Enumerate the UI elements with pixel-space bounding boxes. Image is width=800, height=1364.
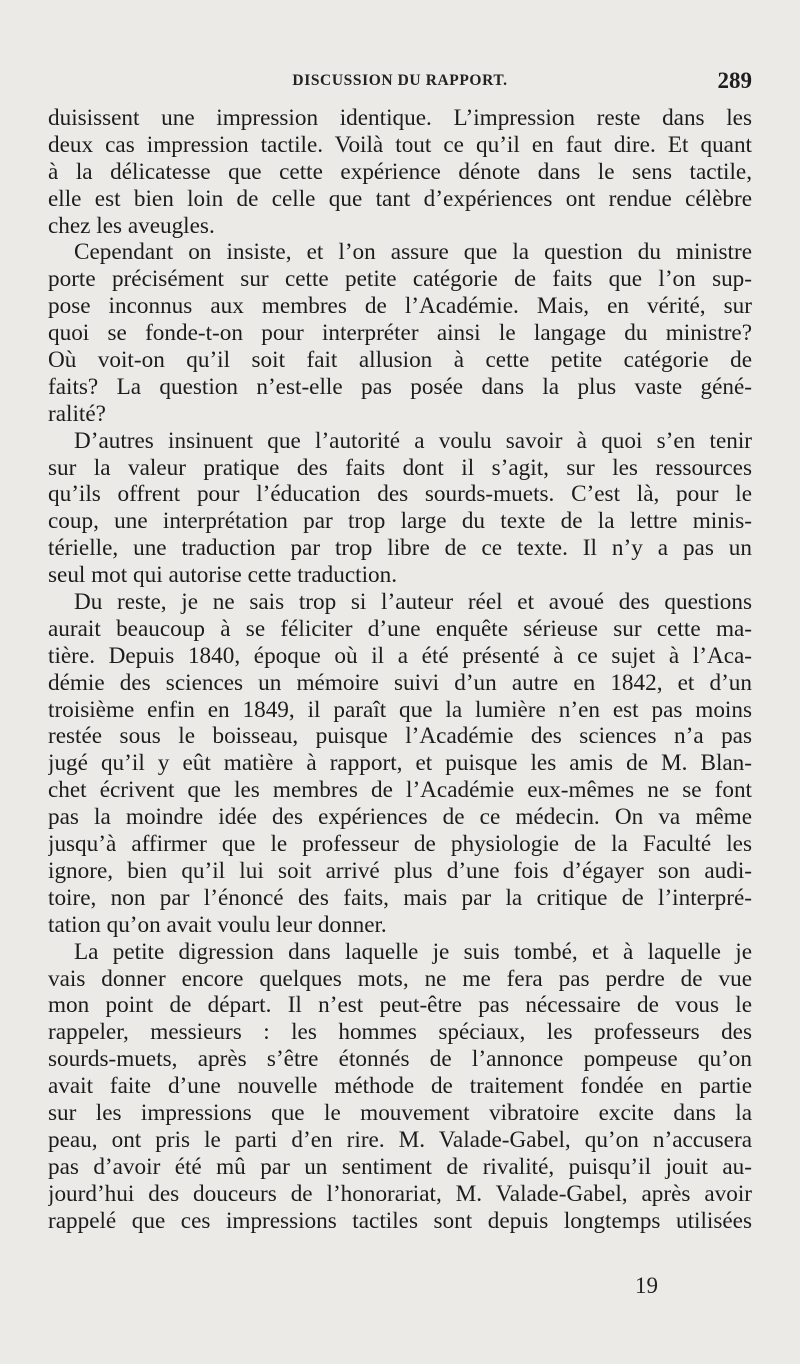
text-line: Cependant on insiste, et l’on assure que la question du ministre	[74, 239, 752, 266]
text-line: avait faite d’une nouvelle méthode de traitement fondée en partie	[48, 1073, 752, 1100]
text-line: ignore, bien qu’il lui soit arrivé plus d’une fois d’égayer son audi-	[48, 857, 752, 884]
text-line: faits? La question n’est-elle pas posée dans la plus vaste géné-	[48, 373, 752, 400]
text-line: deux cas impression tactile. Voilà tout ce qu’il en faut dire. Et quant	[48, 131, 752, 158]
text-line: pose inconnus aux membres de l’Académie. Mais, en vérité, sur	[48, 293, 752, 320]
text-line: vais donner encore quelques mots, ne me fera pas perdre de vue	[48, 965, 752, 992]
text-line: tière. Depuis 1840, époque où il a été présenté à ce sujet à l’Aca-	[48, 642, 752, 669]
text-line: pas la moindre idée des expériences de ce médecin. On va même	[48, 804, 752, 831]
text-line: toire, non par l’énoncé des faits, mais par la critique de l’interpré-	[48, 884, 752, 911]
text-line: La petite digression dans laquelle je suis tombé, et à laquelle je	[74, 938, 752, 965]
text-line: restée sous le boisseau, puisque l’Académie des sciences n’a pas	[48, 723, 752, 750]
text-line: Du reste, je ne sais trop si l’auteur réel et avoué des questions	[74, 589, 752, 616]
text-line: seul mot qui autorise cette traduction.	[48, 562, 398, 589]
text-line: coup, une interprétation par trop large du texte de la lettre minis-	[48, 508, 752, 535]
text-line: térielle, une traduction par trop libre de ce texte. Il n’y a pas un	[48, 535, 752, 562]
body-text	[48, 105, 752, 1234]
text-line: jourd’hui des douceurs de l’honorariat, M. Valade-Gabel, après avoir	[48, 1180, 752, 1207]
signature-mark: 19	[635, 1273, 658, 1298]
text-line: jugé qu’il y eût matière à rapport, et puisque les amis de M. Blan-	[48, 750, 752, 777]
text-line: aurait beaucoup à se féliciter d’une enquête sérieuse sur cette ma-	[48, 615, 752, 642]
text-line: peau, ont pris le parti d’en rire. M. Valade-Gabel, qu’on n’accusera	[48, 1126, 752, 1153]
text-line: rappeler, messieurs : les hommes spéciaux, les professeurs des	[48, 1019, 752, 1046]
text-line: chez les aveugles.	[48, 212, 215, 239]
text-line: sur les impressions que le mouvement vibratoire excite dans la	[48, 1099, 752, 1126]
text-line: sourds-muets, après s’être étonnés de l’annonce pompeuse qu’on	[48, 1046, 752, 1073]
text-line: démie des sciences un mémoire suivi d’un autre en 1842, et d’un	[48, 669, 752, 696]
page-header	[48, 68, 752, 98]
text-line: mon point de départ. Il n’est peut-être pas nécessaire de vous le	[48, 992, 752, 1019]
text-line: D’autres insinuent que l’autorité a voulu savoir à quoi s’en tenir	[74, 427, 752, 454]
text-line: jusqu’à affirmer que le professeur de physiologie de la Faculté les	[48, 831, 752, 858]
running-title: DISCUSSION DU RAPPORT.	[292, 72, 508, 89]
text-line: rappelé que ces impressions tactiles sont depuis longtemps utilisées	[48, 1207, 752, 1234]
text-line: porte précisément sur cette petite catégorie de faits que l’on sup-	[48, 266, 752, 293]
text-line: troisième enfin en 1849, il paraît que la lumière n’en est pas moins	[48, 696, 752, 723]
text-line: à la délicatesse que cette expérience dénote dans le sens tactile,	[48, 158, 752, 185]
text-line: elle est bien loin de celle que tant d’expériences ont rendue célèbre	[48, 185, 752, 212]
text-line: duisissent une impression identique. L’impression reste dans les	[48, 105, 752, 131]
text-line: sur la valeur pratique des faits dont il s’agit, sur les ressources	[48, 454, 752, 481]
text-line: pas d’avoir été mû par un sentiment de rivalité, puisqu’il jouit au-	[48, 1153, 752, 1180]
text-line: qu’ils offrent pour l’éducation des sourds-muets. C’est là, pour le	[48, 481, 752, 508]
text-line: quoi se fonde-t-on pour interpréter ainsi le langage du ministre?	[48, 320, 752, 347]
page-number: 289	[717, 68, 752, 93]
text-line: ralité?	[48, 400, 106, 427]
text-line: tation qu’on avait voulu leur donner.	[48, 911, 387, 938]
text-line: chet écrivent que les membres de l’Académie eux-mêmes ne se font	[48, 777, 752, 804]
text-line: Où voit-on qu’il soit fait allusion à cette petite catégorie de	[48, 347, 752, 374]
